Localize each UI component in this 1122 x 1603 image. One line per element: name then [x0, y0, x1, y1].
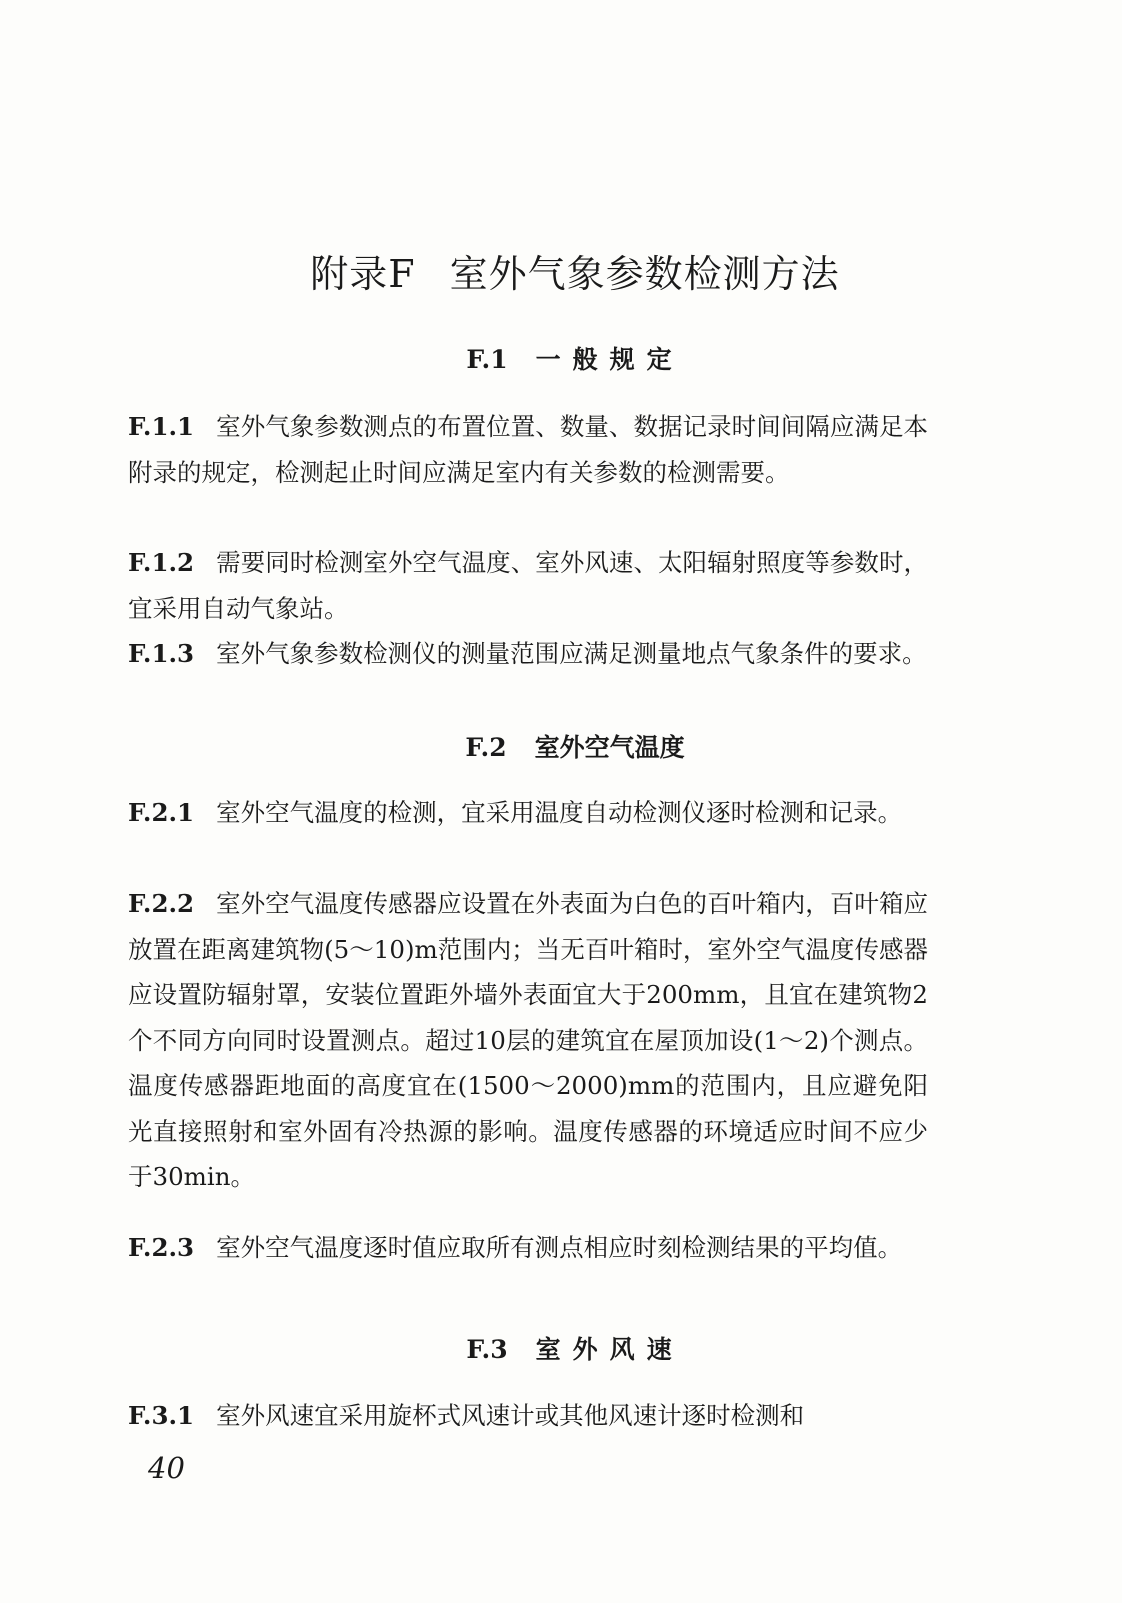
clause-label: F.2.2 — [128, 889, 195, 918]
page-number: 40 — [148, 1451, 185, 1485]
section-number: F.2 — [465, 733, 507, 762]
section-heading-f2 — [0, 728, 1122, 768]
clause-f-2-3 — [128, 1225, 928, 1271]
clause-f-2-2 — [128, 881, 928, 1200]
clause-f-2-1 — [128, 790, 928, 836]
clause-label: F.1.3 — [128, 639, 195, 668]
clause-label: F.1.2 — [128, 548, 195, 577]
clause-text: 室外空气温度逐时值应取所有测点相应时刻检测结果的平均值。 — [216, 1233, 903, 1262]
clause-label: F.2.3 — [128, 1233, 195, 1262]
appendix-title — [0, 246, 1122, 302]
appendix-tag: 附录F — [310, 252, 416, 296]
clause-text: 室外空气温度的检测，宜采用温度自动检测仪逐时检测和记录。 — [216, 798, 903, 827]
section-title: 一般规定 — [535, 345, 684, 374]
clause-f-1-1 — [128, 404, 928, 495]
clause-text: 室外风速宜采用旋杯式风速计或其他风速计逐时检测和 — [216, 1401, 805, 1430]
section-number: F.1 — [466, 345, 508, 374]
appendix-title-text: 室外气象参数检测方法 — [449, 252, 840, 296]
section-title: 室外空气温度 — [534, 733, 685, 762]
clause-label: F.1.1 — [128, 412, 195, 441]
section-heading-f1 — [0, 340, 1122, 380]
clause-text: 需要同时检测室外空气温度、室外风速、太阳辐射照度等参数时，宜采用自动气象站。 — [128, 548, 928, 623]
clause-f-3-1 — [128, 1393, 928, 1439]
section-heading-f3 — [0, 1330, 1122, 1370]
clause-f-1-3 — [128, 631, 928, 677]
clause-f-1-2 — [128, 540, 928, 631]
clause-label: F.2.1 — [128, 798, 195, 827]
clause-text: 室外气象参数检测仪的测量范围应满足测量地点气象条件的要求。 — [216, 639, 927, 668]
clause-text: 室外气象参数测点的布置位置、数量、数据记录时间间隔应满足本附录的规定，检测起止时间应满足室内有关参数的检测需要。 — [128, 412, 928, 487]
clause-label: F.3.1 — [128, 1401, 195, 1430]
section-number: F.3 — [466, 1335, 508, 1364]
section-title: 室外风速 — [535, 1335, 684, 1364]
clause-text: 室外空气温度传感器应设置在外表面为白色的百叶箱内，百叶箱应放置在距离建筑物(5～10)m范围内；当无百叶箱时，室外空气温度传感器应设置防辐射罩，安装位置距外墙外表面宜大于200mm，且宜在建筑物2个不同方向同时设置测点。超过10层的建筑宜在屋顶加设(1～2)个测点。温度传感器距地面的高度宜在(1500～2000)mm的范围内，且应避免阳光直接照射和室外固有冷热源的影响。温度传感器的环境适应时间不应少于30min。 — [128, 889, 928, 1191]
